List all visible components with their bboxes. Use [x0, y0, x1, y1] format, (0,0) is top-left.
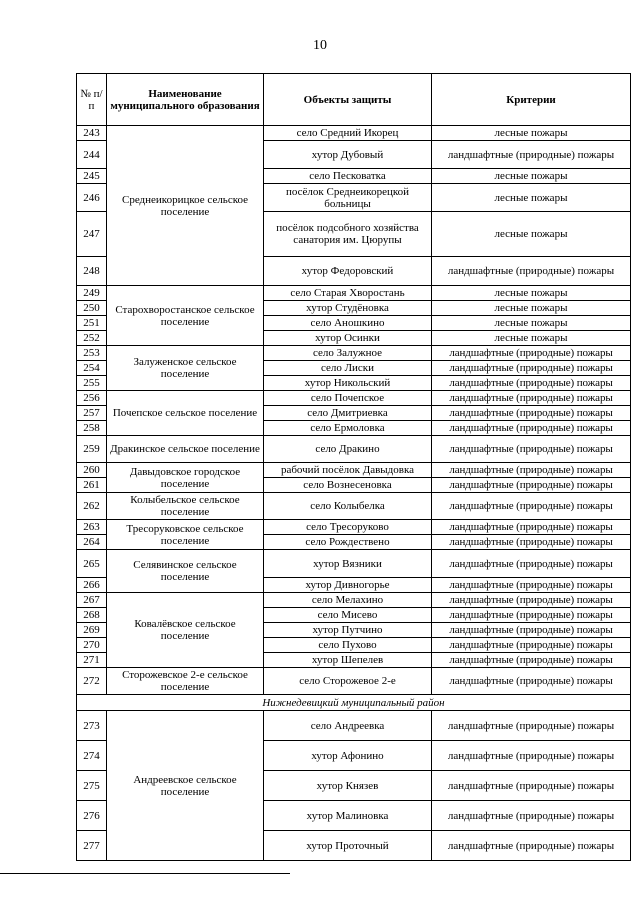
protection-object: село Пухово: [264, 638, 432, 653]
fire-criteria: лесные пожары: [432, 212, 631, 257]
protection-object: село Мелахино: [264, 593, 432, 608]
row-number: 266: [77, 578, 107, 593]
municipality-name: Дракинское сельское поселение: [107, 436, 264, 463]
protection-object: село Старая Хворостань: [264, 286, 432, 301]
protection-object: рабочий посёлок Давыдовка: [264, 463, 432, 478]
protection-object: село Вознесеновка: [264, 478, 432, 493]
row-number: 273: [77, 711, 107, 741]
fire-criteria: ландшафтные (природные) пожары: [432, 638, 631, 653]
protection-object: хутор Дивногорье: [264, 578, 432, 593]
protection-object: хутор Осинки: [264, 331, 432, 346]
fire-criteria: ландшафтные (природные) пожары: [432, 801, 631, 831]
fire-criteria: лесные пожары: [432, 169, 631, 184]
municipality-name: Среднеикорицкое сельское поселение: [107, 126, 264, 286]
fire-criteria: ландшафтные (природные) пожары: [432, 421, 631, 436]
row-number: 262: [77, 493, 107, 520]
row-number: 252: [77, 331, 107, 346]
row-number: 274: [77, 741, 107, 771]
row-number: 259: [77, 436, 107, 463]
fire-criteria: ландшафтные (природные) пожары: [432, 623, 631, 638]
district-row: [77, 695, 631, 711]
table-row: [77, 463, 631, 478]
fire-criteria: ландшафтные (природные) пожары: [432, 478, 631, 493]
row-number: 268: [77, 608, 107, 623]
fire-criteria: лесные пожары: [432, 184, 631, 212]
municipality-name: Почепское сельское поселение: [107, 391, 264, 436]
row-number: 270: [77, 638, 107, 653]
table-row: [77, 391, 631, 406]
row-number: 276: [77, 801, 107, 831]
fire-criteria: ландшафтные (природные) пожары: [432, 376, 631, 391]
protection-object: хутор Вязники: [264, 550, 432, 578]
protection-object: хутор Никольский: [264, 376, 432, 391]
row-number: 256: [77, 391, 107, 406]
fire-criteria: ландшафтные (природные) пожары: [432, 391, 631, 406]
protection-object: село Лиски: [264, 361, 432, 376]
fire-criteria: ландшафтные (природные) пожары: [432, 535, 631, 550]
row-number: 277: [77, 831, 107, 861]
row-number: 264: [77, 535, 107, 550]
protection-object: село Песковатка: [264, 169, 432, 184]
row-number: 249: [77, 286, 107, 301]
protection-object: хутор Шепелев: [264, 653, 432, 668]
table-row: [77, 520, 631, 535]
row-number: 251: [77, 316, 107, 331]
row-number: 267: [77, 593, 107, 608]
row-number: 261: [77, 478, 107, 493]
fire-criteria: ландшафтные (природные) пожары: [432, 361, 631, 376]
protection-object: село Ермоловка: [264, 421, 432, 436]
row-number: 248: [77, 257, 107, 286]
fire-criteria: ландшафтные (природные) пожары: [432, 741, 631, 771]
fire-criteria: ландшафтные (природные) пожары: [432, 653, 631, 668]
protection-object: хутор Князев: [264, 771, 432, 801]
table-row: [77, 593, 631, 608]
row-number: 272: [77, 668, 107, 695]
municipality-name: Залуженское сельское поселение: [107, 346, 264, 391]
protection-object: посёлок Среднеикорецкой больницы: [264, 184, 432, 212]
row-number: 258: [77, 421, 107, 436]
fire-criteria: ландшафтные (природные) пожары: [432, 436, 631, 463]
row-number: 271: [77, 653, 107, 668]
fire-criteria: ландшафтные (природные) пожары: [432, 463, 631, 478]
header-criteria: Критерии: [432, 74, 631, 126]
protection-object: хутор Проточный: [264, 831, 432, 861]
row-number: 275: [77, 771, 107, 801]
fire-criteria: лесные пожары: [432, 286, 631, 301]
municipality-name: Тресоруковское сельское поселение: [107, 520, 264, 550]
table-row: [77, 550, 631, 578]
row-number: 250: [77, 301, 107, 316]
row-number: 247: [77, 212, 107, 257]
table-body: [77, 126, 631, 861]
row-number: 254: [77, 361, 107, 376]
municipality-name: Колыбельское сельское поселение: [107, 493, 264, 520]
municipality-name: Ковалёвское сельское поселение: [107, 593, 264, 668]
municipality-name: Селявинское сельское поселение: [107, 550, 264, 593]
fire-criteria: ландшафтные (природные) пожары: [432, 346, 631, 361]
municipality-name: Сторожевское 2-е сельское поселение: [107, 668, 264, 695]
protection-object: село Колыбелка: [264, 493, 432, 520]
fire-criteria: ландшафтные (природные) пожары: [432, 141, 631, 169]
protection-object: хутор Студёновка: [264, 301, 432, 316]
fire-criteria: ландшафтные (природные) пожары: [432, 771, 631, 801]
row-number: 269: [77, 623, 107, 638]
fire-criteria: лесные пожары: [432, 301, 631, 316]
municipality-name: Андреевское сельское поселение: [107, 711, 264, 861]
protection-object: село Дмитриевка: [264, 406, 432, 421]
row-number: 253: [77, 346, 107, 361]
table-row: [77, 493, 631, 520]
protection-object: хутор Федоровский: [264, 257, 432, 286]
row-number: 265: [77, 550, 107, 578]
table-row: [77, 436, 631, 463]
table-row: [77, 126, 631, 141]
header-municipality: Наименование муниципального образования: [107, 74, 264, 126]
fire-criteria: ландшафтные (природные) пожары: [432, 406, 631, 421]
protection-object: хутор Путчино: [264, 623, 432, 638]
fire-criteria: ландшафтные (природные) пожары: [432, 711, 631, 741]
protection-object: село Тресоруково: [264, 520, 432, 535]
protection-object: село Залужное: [264, 346, 432, 361]
municipality-name: Давыдовское городское поселение: [107, 463, 264, 493]
fire-criteria: лесные пожары: [432, 126, 631, 141]
protection-object: хутор Малиновка: [264, 801, 432, 831]
row-number: 263: [77, 520, 107, 535]
protection-object: село Почепское: [264, 391, 432, 406]
protection-object: село Аношкино: [264, 316, 432, 331]
fire-criteria: ландшафтные (природные) пожары: [432, 578, 631, 593]
fire-criteria: ландшафтные (природные) пожары: [432, 257, 631, 286]
fire-criteria: ландшафтные (природные) пожары: [432, 550, 631, 578]
header-num: № п/ п: [77, 74, 107, 126]
row-number: 257: [77, 406, 107, 421]
fire-criteria: ландшафтные (природные) пожары: [432, 493, 631, 520]
table-row: [77, 668, 631, 695]
fire-criteria: ландшафтные (природные) пожары: [432, 831, 631, 861]
fire-criteria: ландшафтные (природные) пожары: [432, 668, 631, 695]
protection-objects-table: [76, 73, 631, 861]
fire-criteria: ландшафтные (природные) пожары: [432, 520, 631, 535]
protection-object: село Сторожевое 2-е: [264, 668, 432, 695]
protection-object: село Андреевка: [264, 711, 432, 741]
table-row: [77, 346, 631, 361]
fire-criteria: лесные пожары: [432, 331, 631, 346]
row-number: 245: [77, 169, 107, 184]
footnote-line: [0, 873, 290, 874]
protection-object: село Дракино: [264, 436, 432, 463]
district-name: Нижнедевицкий муниципальный район: [77, 695, 631, 711]
header-objects: Объекты защиты: [264, 74, 432, 126]
fire-criteria: ландшафтные (природные) пожары: [432, 593, 631, 608]
municipality-name: Старохворостанское сельское поселение: [107, 286, 264, 346]
row-number: 260: [77, 463, 107, 478]
protection-object: село Средний Икорец: [264, 126, 432, 141]
fire-criteria: ландшафтные (природные) пожары: [432, 608, 631, 623]
protection-object: село Мисево: [264, 608, 432, 623]
page-number: 10: [313, 38, 327, 53]
protection-object: посёлок подсобного хозяйства санатория им. Цюрупы: [264, 212, 432, 257]
protection-object: хутор Афонино: [264, 741, 432, 771]
protection-object: хутор Дубовый: [264, 141, 432, 169]
protection-object: село Рождествено: [264, 535, 432, 550]
row-number: 255: [77, 376, 107, 391]
row-number: 244: [77, 141, 107, 169]
fire-criteria: лесные пожары: [432, 316, 631, 331]
row-number: 246: [77, 184, 107, 212]
table-row: [77, 286, 631, 301]
row-number: 243: [77, 126, 107, 141]
table-header-row: [77, 74, 631, 126]
table-row: [77, 711, 631, 741]
